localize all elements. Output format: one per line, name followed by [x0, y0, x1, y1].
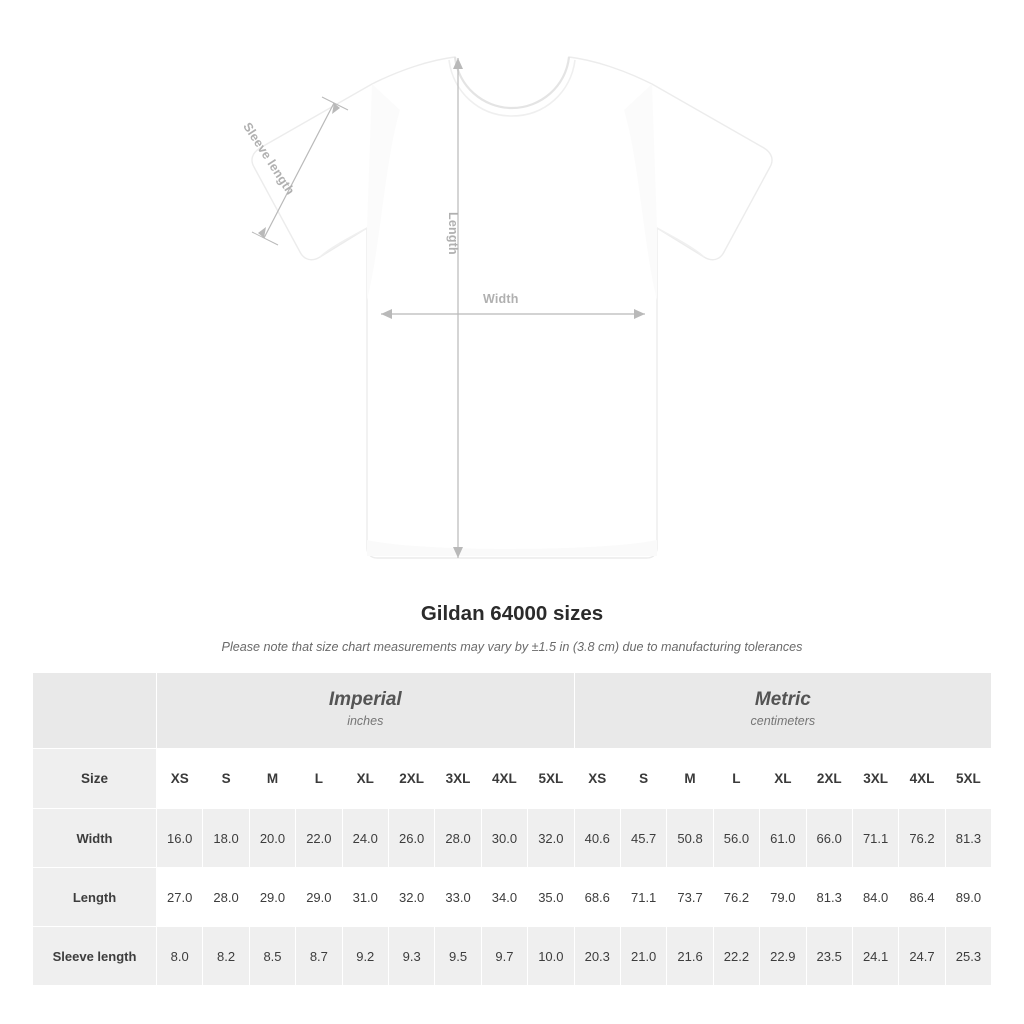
cell-length-metric-xl: 79.0 — [760, 868, 806, 927]
length-label: Length — [446, 212, 460, 255]
size-header-imperial-4xl: 4XL — [481, 749, 527, 809]
cell-width-imperial-s: 18.0 — [203, 809, 249, 868]
size-chart-table — [32, 672, 992, 986]
cell-length-metric-m: 73.7 — [667, 868, 713, 927]
cell-width-metric-3xl: 71.1 — [852, 809, 898, 868]
size-header-imperial-xl: XL — [342, 749, 388, 809]
size-header-imperial-xs: XS — [157, 749, 203, 809]
size-header-metric-4xl: 4XL — [899, 749, 945, 809]
cell-sleeve-metric-4xl: 24.7 — [899, 927, 945, 986]
size-header-metric-xl: XL — [760, 749, 806, 809]
table-row — [33, 809, 992, 868]
cell-length-imperial-2xl: 32.0 — [388, 868, 434, 927]
cell-sleeve-metric-xl: 22.9 — [760, 927, 806, 986]
cell-width-imperial-4xl: 30.0 — [481, 809, 527, 868]
table-row — [33, 927, 992, 986]
cell-width-imperial-m: 20.0 — [249, 809, 295, 868]
cell-width-imperial-5xl: 32.0 — [528, 809, 574, 868]
cell-sleeve-imperial-m: 8.5 — [249, 927, 295, 986]
cell-sleeve-imperial-s: 8.2 — [203, 927, 249, 986]
cell-width-metric-xl: 61.0 — [760, 809, 806, 868]
cell-sleeve-metric-s: 21.0 — [620, 927, 666, 986]
tolerance-note: Please note that size chart measurements may vary by ±1.5 in (3.8 cm) due to manufacturing tolerances — [221, 639, 803, 654]
cell-length-imperial-3xl: 33.0 — [435, 868, 481, 927]
cell-sleeve-metric-m: 21.6 — [667, 927, 713, 986]
cell-sleeve-imperial-4xl: 9.7 — [481, 927, 527, 986]
row-label-width: Width — [33, 809, 157, 868]
unit-sub-metric: centimeters — [750, 714, 816, 728]
row-label-sleeve-length: Sleeve length — [33, 927, 157, 986]
cell-width-metric-5xl: 81.3 — [945, 809, 991, 868]
unit-name-metric: Metric — [754, 689, 811, 711]
cell-width-metric-s: 45.7 — [620, 809, 666, 868]
cell-length-metric-xs: 68.6 — [574, 868, 620, 927]
size-header-imperial-l: L — [296, 749, 342, 809]
unit-header-imperial — [157, 673, 575, 749]
cell-width-imperial-xs: 16.0 — [157, 809, 203, 868]
cell-width-metric-l: 56.0 — [713, 809, 759, 868]
cell-sleeve-metric-3xl: 24.1 — [852, 927, 898, 986]
cell-width-metric-4xl: 76.2 — [899, 809, 945, 868]
unit-header-row — [33, 673, 992, 749]
size-header-metric-s: S — [620, 749, 666, 809]
cell-length-imperial-s: 28.0 — [203, 868, 249, 927]
size-header-metric-m: M — [667, 749, 713, 809]
page-title: Gildan 64000 sizes — [420, 602, 604, 625]
unit-header-metric — [574, 673, 992, 749]
cell-width-metric-2xl: 66.0 — [806, 809, 852, 868]
cell-sleeve-metric-l: 22.2 — [713, 927, 759, 986]
unit-sub-imperial: inches — [347, 714, 384, 728]
cell-length-imperial-4xl: 34.0 — [481, 868, 527, 927]
size-chart-table-wrapper — [32, 672, 992, 986]
size-header-imperial-5xl: 5XL — [528, 749, 574, 809]
cell-length-imperial-xs: 27.0 — [157, 868, 203, 927]
cell-length-metric-5xl: 89.0 — [945, 868, 991, 927]
unit-name-imperial: Imperial — [328, 689, 402, 711]
unit-corner-cell — [33, 673, 157, 749]
size-header-row — [33, 749, 992, 809]
cell-sleeve-imperial-xl: 9.2 — [342, 927, 388, 986]
cell-width-imperial-2xl: 26.0 — [388, 809, 434, 868]
table-row — [33, 868, 992, 927]
size-header-metric-5xl: 5XL — [945, 749, 991, 809]
cell-length-metric-s: 71.1 — [620, 868, 666, 927]
cell-width-imperial-l: 22.0 — [296, 809, 342, 868]
cell-sleeve-imperial-2xl: 9.3 — [388, 927, 434, 986]
tshirt-shape — [252, 57, 772, 558]
cell-sleeve-metric-xs: 20.3 — [574, 927, 620, 986]
size-header-metric-2xl: 2XL — [806, 749, 852, 809]
size-header-label: Size — [33, 749, 157, 809]
cell-sleeve-imperial-l: 8.7 — [296, 927, 342, 986]
cell-width-imperial-3xl: 28.0 — [435, 809, 481, 868]
size-header-metric-xs: XS — [574, 749, 620, 809]
size-header-metric-3xl: 3XL — [852, 749, 898, 809]
size-header-imperial-2xl: 2XL — [388, 749, 434, 809]
cell-width-metric-m: 50.8 — [667, 809, 713, 868]
cell-width-imperial-xl: 24.0 — [342, 809, 388, 868]
row-label-length: Length — [33, 868, 157, 927]
width-label: Width — [483, 292, 519, 306]
size-header-metric-l: L — [713, 749, 759, 809]
cell-sleeve-imperial-xs: 8.0 — [157, 927, 203, 986]
cell-sleeve-metric-2xl: 23.5 — [806, 927, 852, 986]
size-header-imperial-s: S — [203, 749, 249, 809]
cell-length-imperial-l: 29.0 — [296, 868, 342, 927]
cell-length-imperial-xl: 31.0 — [342, 868, 388, 927]
cell-length-metric-4xl: 86.4 — [899, 868, 945, 927]
cell-length-imperial-5xl: 35.0 — [528, 868, 574, 927]
cell-length-imperial-m: 29.0 — [249, 868, 295, 927]
cell-length-metric-3xl: 84.0 — [852, 868, 898, 927]
cell-sleeve-imperial-3xl: 9.5 — [435, 927, 481, 986]
size-header-imperial-m: M — [249, 749, 295, 809]
size-header-imperial-3xl: 3XL — [435, 749, 481, 809]
cell-sleeve-metric-5xl: 25.3 — [945, 927, 991, 986]
cell-sleeve-imperial-5xl: 10.0 — [528, 927, 574, 986]
cell-length-metric-2xl: 81.3 — [806, 868, 852, 927]
title-block — [0, 600, 1024, 654]
cell-width-metric-xs: 40.6 — [574, 809, 620, 868]
cell-length-metric-l: 76.2 — [713, 868, 759, 927]
sleeve-length-label: Sleeve length — [240, 120, 298, 198]
